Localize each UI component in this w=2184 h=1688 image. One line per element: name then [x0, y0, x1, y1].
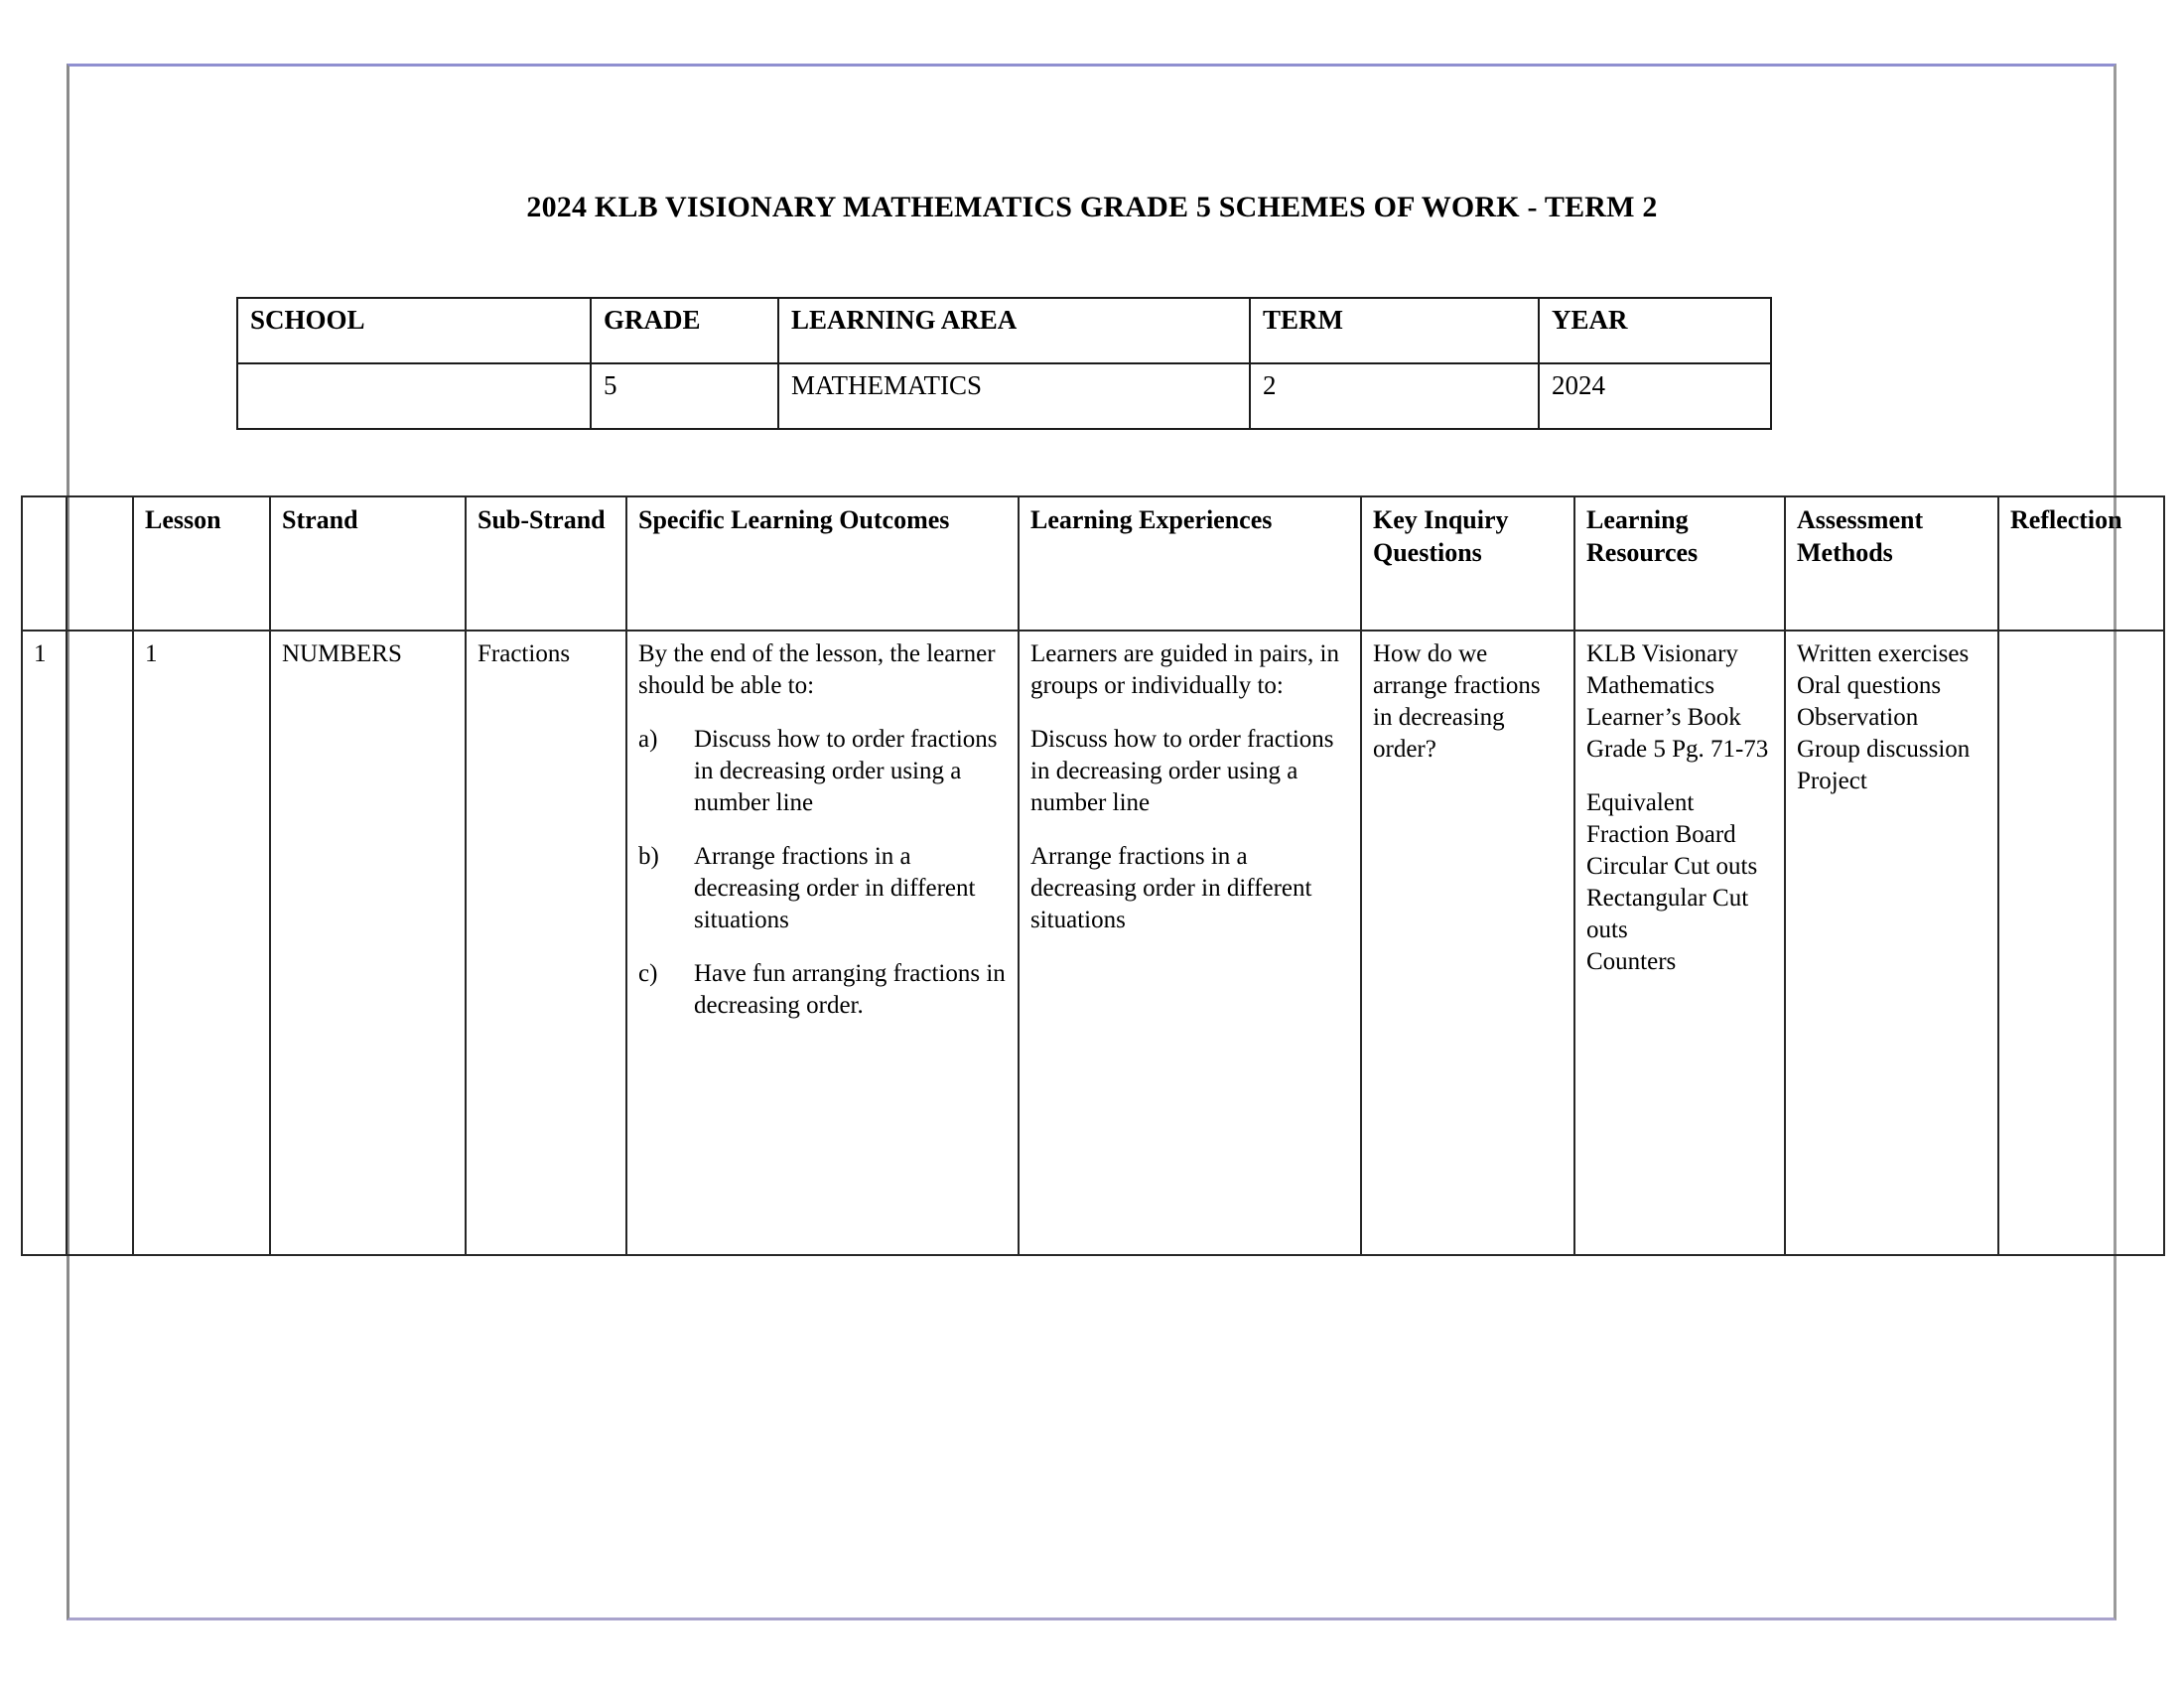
slo-marker-c: c) [638, 960, 658, 987]
slo-list-item [638, 841, 1009, 936]
learning-resource-material: Rectangular Cut outs [1586, 885, 1749, 943]
assessment-method: Group discussion [1797, 736, 1971, 763]
assessment-method: Oral questions [1797, 672, 1942, 699]
info-header-grade: GRADE [591, 298, 778, 363]
cell-lesson: 1 [133, 631, 270, 1255]
info-value-term[interactable]: 2 [1250, 363, 1539, 429]
le-intro: Learners are guided in pairs, in groups or individually to: [1030, 640, 1339, 699]
column-header-assessment-methods: Assessment Methods [1785, 496, 1998, 631]
slo-marker-b: b) [638, 843, 659, 870]
schemes-header-row [22, 496, 2164, 631]
column-header-reflection: Reflection [1998, 496, 2164, 631]
column-header-strand: Strand [270, 496, 466, 631]
le-item: Discuss how to order fractions in decreasing order using a number line [1030, 726, 1334, 816]
learning-resource-book: KLB Visionary Mathematics Learner’s Book Grade 5 Pg. 71-73 [1586, 640, 1769, 763]
slo-list-item [638, 724, 1009, 819]
cell-specific-learning-outcomes [626, 631, 1019, 1255]
info-table-value-row [237, 363, 1771, 429]
cell-blank [67, 631, 133, 1255]
column-header-learning-resources: Learning Resources [1574, 496, 1785, 631]
assessment-method: Project [1797, 768, 1867, 794]
info-header-year: YEAR [1539, 298, 1771, 363]
info-table-header-row [237, 298, 1771, 363]
document-info-table [236, 297, 1772, 430]
cell-week: 1 [22, 631, 67, 1255]
cell-key-inquiry-question: How do we arrange fractions in decreasing order? [1361, 631, 1574, 1255]
le-item: Arrange fractions in a decreasing order in different situations [1030, 843, 1312, 933]
cell-sub-strand: Fractions [466, 631, 626, 1255]
schemes-of-work-table [21, 495, 2165, 1256]
column-header-key-inquiry-questions: Key Inquiry Questions [1361, 496, 1574, 631]
info-header-learning-area: LEARNING AREA [778, 298, 1250, 363]
page-title: 2024 KLB VISIONARY MATHEMATICS GRADE 5 SCHEMES OF WORK - TERM 2 [526, 191, 1658, 223]
learning-resource-material: Counters [1586, 948, 1677, 975]
column-header-specific-learning-outcomes: Specific Learning Outcomes [626, 496, 1019, 631]
info-value-learning-area[interactable]: MATHEMATICS [778, 363, 1250, 429]
learning-resource-material: Circular Cut outs [1586, 853, 1758, 880]
column-header-sub-strand: Sub-Strand [466, 496, 626, 631]
column-header-week [22, 496, 67, 631]
info-header-school: SCHOOL [237, 298, 591, 363]
column-header-lesson: Lesson [133, 496, 270, 631]
info-value-year[interactable]: 2024 [1539, 363, 1771, 429]
slo-marker-a: a) [638, 726, 658, 753]
cell-reflection[interactable] [1998, 631, 2164, 1255]
cell-strand: NUMBERS [270, 631, 466, 1255]
slo-text-b: Arrange fractions in a decreasing order in different situations [694, 843, 976, 933]
slo-list-item [638, 958, 1009, 1022]
slo-text-a: Discuss how to order fractions in decreasing order using a number line [694, 726, 998, 816]
column-header-learning-experiences: Learning Experiences [1019, 496, 1361, 631]
info-value-grade[interactable]: 5 [591, 363, 778, 429]
info-header-term: TERM [1250, 298, 1539, 363]
cell-learning-resources [1574, 631, 1785, 1255]
table-row [22, 631, 2164, 1255]
cell-assessment-methods [1785, 631, 1998, 1255]
column-header-blank [67, 496, 133, 631]
slo-text-c: Have fun arranging fractions in decreasing order. [694, 960, 1006, 1019]
slo-list [638, 724, 1009, 1022]
cell-learning-experiences [1019, 631, 1361, 1255]
slo-intro: By the end of the lesson, the learner should be able to: [638, 640, 996, 699]
learning-resource-material: Equivalent Fraction Board [1586, 789, 1736, 848]
assessment-method: Written exercises [1797, 640, 1970, 667]
assessment-method: Observation [1797, 704, 1919, 731]
info-value-school[interactable] [237, 363, 591, 429]
